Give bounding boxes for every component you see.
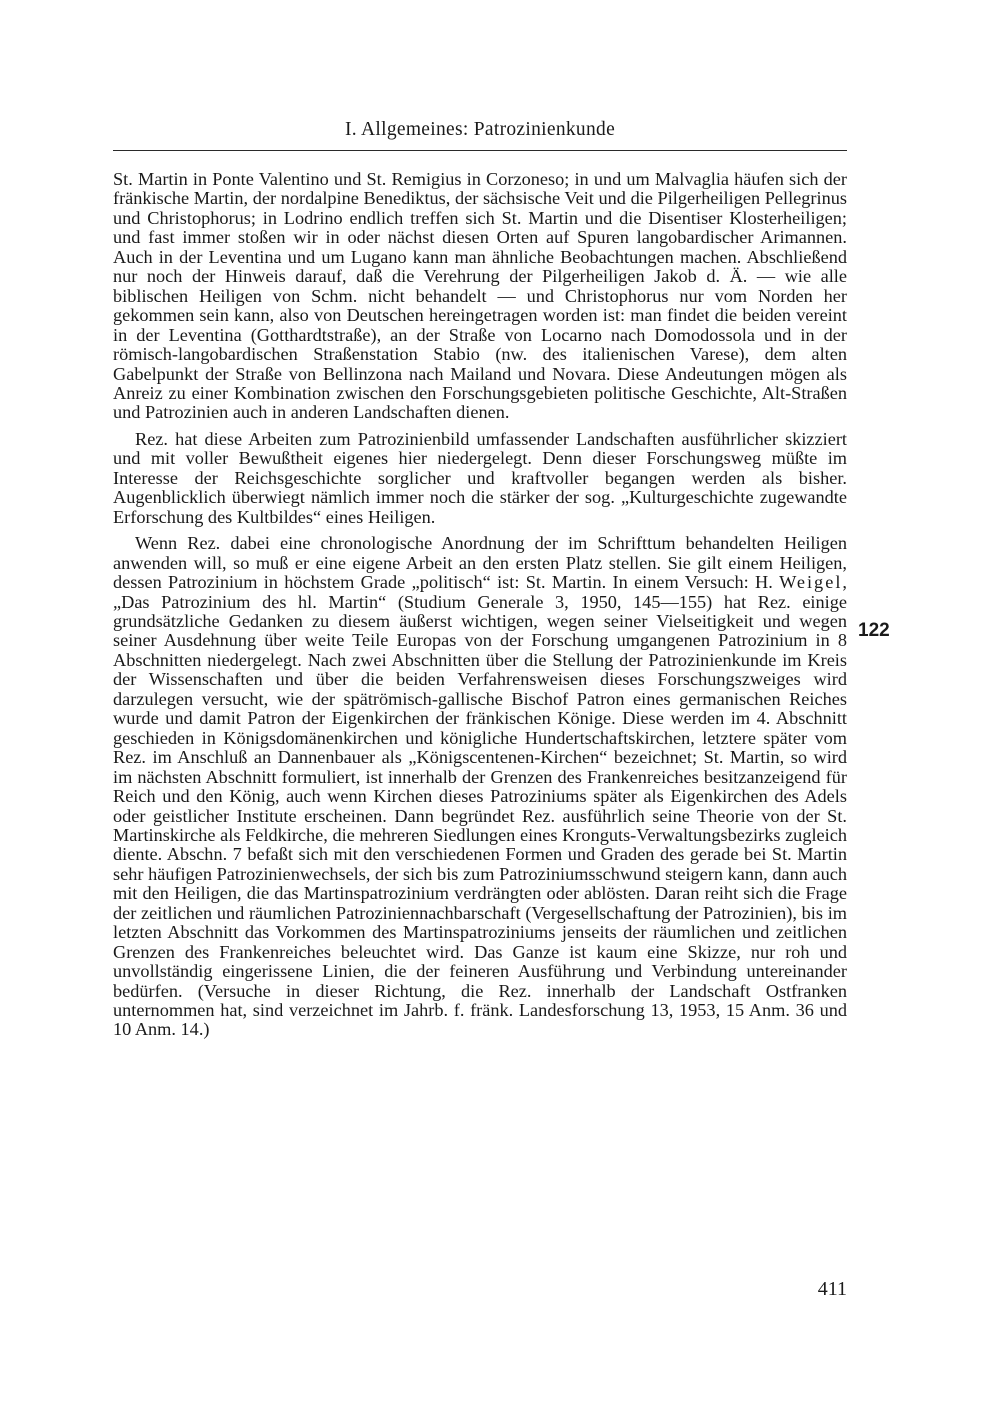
running-head: I. Allgemeines: Patrozinienkunde bbox=[344, 119, 616, 140]
paragraph-3-rest: , „Das Patrozinium des hl. Martin“ (Studium Generale 3, 1950, 145—155) hat Rez. einige grundsätzliche Gedanken zu diesem äußerst wichtigen, wegen seiner Vielseitigkeit und wegen seiner Ausdehnung über weite Teile Europas von der Forschung umgangenen Patrozinium in 8 Abschnitten niedergelegt. Nach zwei Abschnitten über die Stellung der Patrozinienkunde im Kreis der Wissenschaften und über die beiden Verfahrensweisen dieses Forschungszweiges wird darzulegen versucht, wie der spätrömisch-gallische Bischof Patron eines germanischen Reiches wurde und damit Patron der Eigenkirchen der fränkischen Könige. Diese werden im 4. Abschnitt geschieden in Königsdomänenkirchen und königliche Hundertschaftskirchen, letztere später vom Rez. im Anschluß an Dannenbauer als „Königscentenen-Kirchen“ bezeichnet; St. Martin, so wird im nächsten Abschnitt formuliert, ist innerhalb der Grenzen des Frankenreiches besitzanzeigend für Reich und den König, auch wenn Kirchen dieses Patroziniums später als Eigenkirchen des Adels oder geistlicher Institute erscheinen. Dann begründet Rez. ausführlich seine Theorie von der St. Martinskirche als Feldkirche, die mehreren Siedlungen eines Kronguts-Verwaltungsbezirks zugleich diente. Abschn. 7 befaßt sich mit den verschiedenen Formen und Graden des gerade bei St. Martin sehr häufigen Patrozinienwechsels, der sich bis zum Patroziniumsschwund steigern kann, dann auch mit den Heiligen, die das Martinspatrozinium verdrängten oder ablösten. Daran reiht sich die Frage der zeitlichen und räumlichen Patroziniennachbarschaft (Vergesellschaftung der Patrozinien), bis im letzten Abschnitt das Vorkommen des Martinspatroziniums jenseits der räumlichen und zeitlichen Grenzen des Frankenreiches beleuchtet wird. Das Ganze ist kaum eine Skizze, nur roh und unvollständig eingerissene Linien, die der feineren Ausführung und Verbindung untereinander bedürfen. (Versuche in dieser Richtung, die Rez. innerhalb der Landschaft Ostfranken unternommen hat, sind verzeichnet im Jahrb. f. fränk. Landesforschung 13, 1953, 15 Anm. 36 und 10 Anm. 14.) bbox=[113, 572, 847, 1040]
page-number: 411 bbox=[817, 1278, 847, 1300]
paragraph-3-start: Wenn Rez. dabei eine chronologische Anordnung der im Schrifttum behandelten Heiligen anwenden will, so muß er eine eigene Arbeit an den ersten Platz stellen. Sie gilt einem Heiligen, dessen Patrozinium in höchstem Grade „politisch“ ist: St. Martin. In einem Versuch: H. bbox=[113, 533, 847, 593]
paragraph-1: St. Martin in Ponte Valentino und St. Remigius in Corzoneso; in und um Malvaglia häufen sich der fränkische Martin, der nordalpine Benediktus, der sächsische Veit und die Pilgerheiligen Pellegrinus und Christophorus; in Lodrino endlich treffen sich St. Martin und die Disentiser Klosterheiligen; und fast immer stoßen wir in oder nächst diesen Orten auf Spuren langobardischer Arimannen. Auch in der Leventina und um Lugano kann man ähnliche Beobachtungen machen. Abschließend nur noch der Hinweis darauf, daß die Verehrung der Pilgerheiligen Jakob d. Ä. — wie alle biblischen Heiligen von Schm. nicht behandelt — und Christophorus nur vom Norden her gekommen sein kann, also von Deutschen hereingetragen worden ist: man findet die beiden vereint in der Leventina (Gotthardtstraße), an der Straße von Locarno nach Domodossola und in der römisch-langobardischen Straßenstation Stabio (nw. des italienischen Varese), dem alten Gabelpunkt der Straße von Bellinzona nach Mailand und Novara. Diese Andeutungen mögen als Anreiz zu einer Kombination zwischen den Forschungsgebieten politische Geschichte, Alt-Straßen und Patrozinien auch in anderen Landschaften dienen. bbox=[113, 169, 847, 423]
paragraph-3 bbox=[113, 534, 847, 1040]
margin-number: 122 bbox=[858, 620, 890, 641]
paragraph-2: Rez. hat diese Arbeiten zum Patrozinienbild umfassender Landschaften ausführlicher skizziert und mit voller Bewußtheit eigenes hier niedergelegt. Denn dieser Forschungsweg müßte im Interesse der Reichsgeschichte sorglicher und kraftvoller begangen werden als bisher. Augenblicklich überwiegt nämlich immer noch die stärker der sog. „Kulturgeschichte zugewandte Erforschung des Kultbildes“ eines Heiligen. bbox=[113, 428, 847, 527]
cited-author: Weigel bbox=[779, 572, 843, 593]
header-rule bbox=[113, 150, 847, 151]
body-text bbox=[113, 170, 847, 1040]
